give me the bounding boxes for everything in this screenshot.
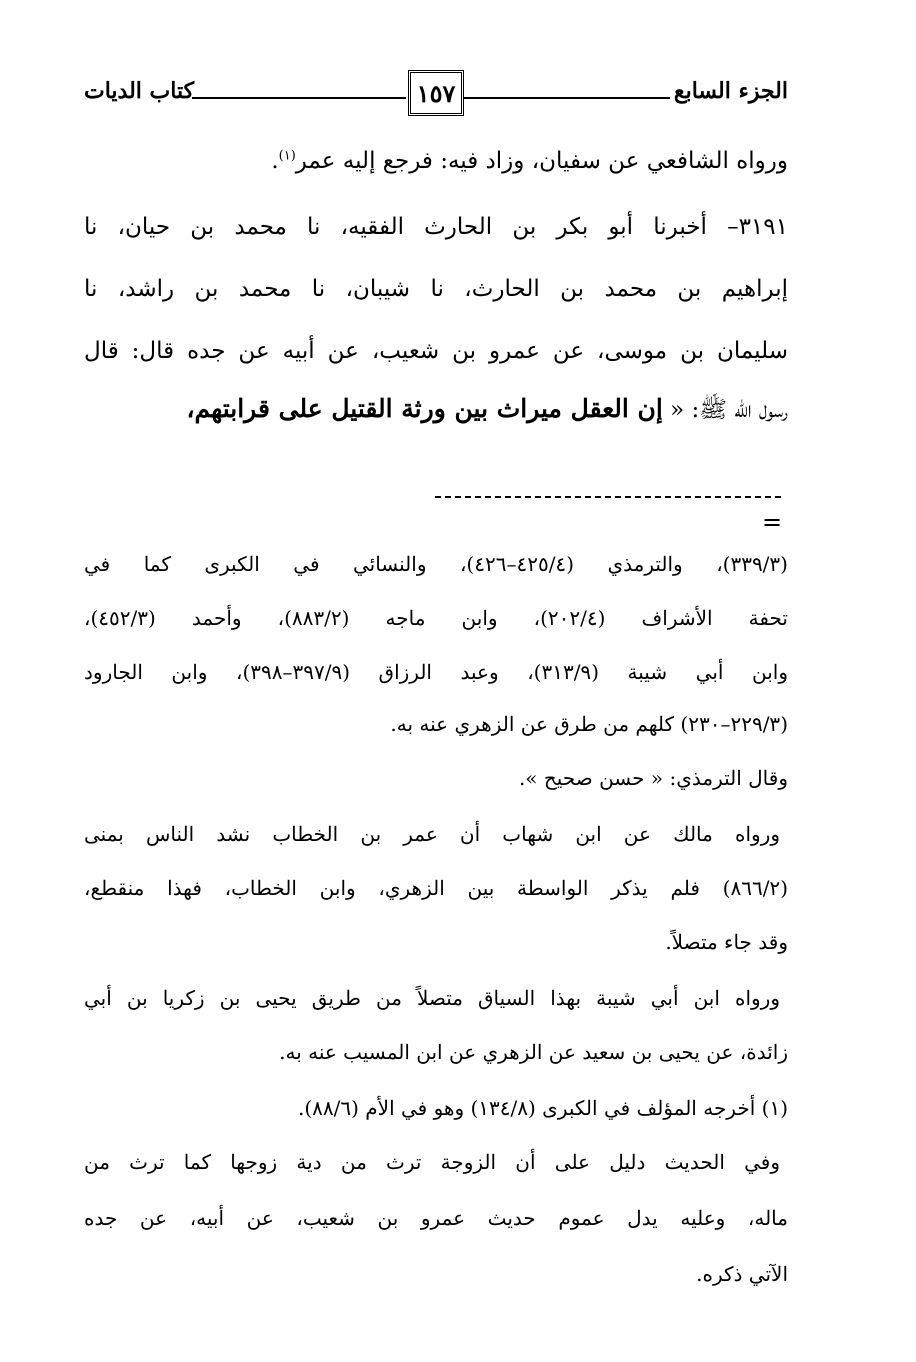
book-title: كتاب الديات [84,78,195,104]
footnote-line: (٢٢٩/٣–٢٣٠) كلهم من طرق عن الزهري عنه به. [390,712,788,736]
footnote-line: وابن أبي شيبة (٣١٣/٩)، وعبد الرزاق (٣٩٧/٩–٣٩٨)، وابن الجارود [84,660,788,684]
main-line-3: إبراهيم بن محمد بن الحارث، نا شيبان، نا محمد بن راشد، نا [84,276,788,302]
footnote-line: الآتي ذكره. [696,1262,788,1286]
footnote-line: (٣٣٩/٣)، والترمذي (٤٢٥/٤–٤٢٦)، والنسائي في الكبرى كما في [84,552,788,576]
main-line-4: سليمان بن موسى، عن عمرو بن شعيب، عن أبيه عن جده قال: قال [84,338,788,364]
main-line-1: ورواه الشافعي عن سفيان، وزاد فيه: فرجع إليه عمر$^{(١)}$. [271,148,788,174]
footnote-line: وفي الحديث دليل على أن الزوجة ترث من دية زوجها كما ترث من [84,1150,780,1174]
header-rule-right [464,97,670,99]
running-header [84,70,788,124]
hadith-text: إن العقل ميراث بين ورثة القتيل على قرابتهم، [186,394,663,423]
footnote-1: (١) أخرجه المؤلف في الكبرى (١٣٤/٨) وهو في الأم (٨٨/٦). [297,1096,788,1120]
header-rule-left [192,97,406,99]
footnote-ref: (١) [278,148,296,164]
footnote-line: زائدة، عن يحيى بن سعيد عن الزهري عن ابن المسيب عنه به. [279,1040,788,1064]
footnote-separator [435,496,781,498]
footnote-line: وقال الترمذي: « حسن صحيح ». [518,766,788,790]
footnote-line: ماله، وعليه يدل عموم حديث عمرو بن شعيب، عن أبيه، عن جده [84,1206,788,1230]
volume-title: الجزء السابع [673,78,788,104]
main-line-5: رسول الله ﷺ: « إن العقل ميراث بين ورثة القتيل على قرابتهم، [186,394,788,423]
continuation-mark: = [762,508,783,536]
footnote-line: وقد جاء متصلاً. [665,930,788,954]
footnote-line: تحفة الأشراف (٢٠٢/٤)، وابن ماجه (٨٨٣/٢)، وأحمد (٤٥٢/٣)، [84,606,788,630]
main-line-2: ٣١٩١– أخبرنا أبو بكر بن الحارث الفقيه، نا محمد بن حيان، نا [84,214,788,240]
footnote-line: ورواه ابن أبي شيبة بهذا السياق متصلاً من طريق يحيى بن زكريا بن أبي [84,986,780,1010]
footnote-line: (٨٦٦/٢) فلم يذكر الواسطة بين الزهري، وابن الخطاب، فهذا منقطع، [84,876,788,900]
page-number: ١٥٧ [408,70,464,116]
footnote-line: ورواه مالك عن ابن شهاب أن عمر بن الخطاب نشد الناس بمنى [84,822,780,846]
